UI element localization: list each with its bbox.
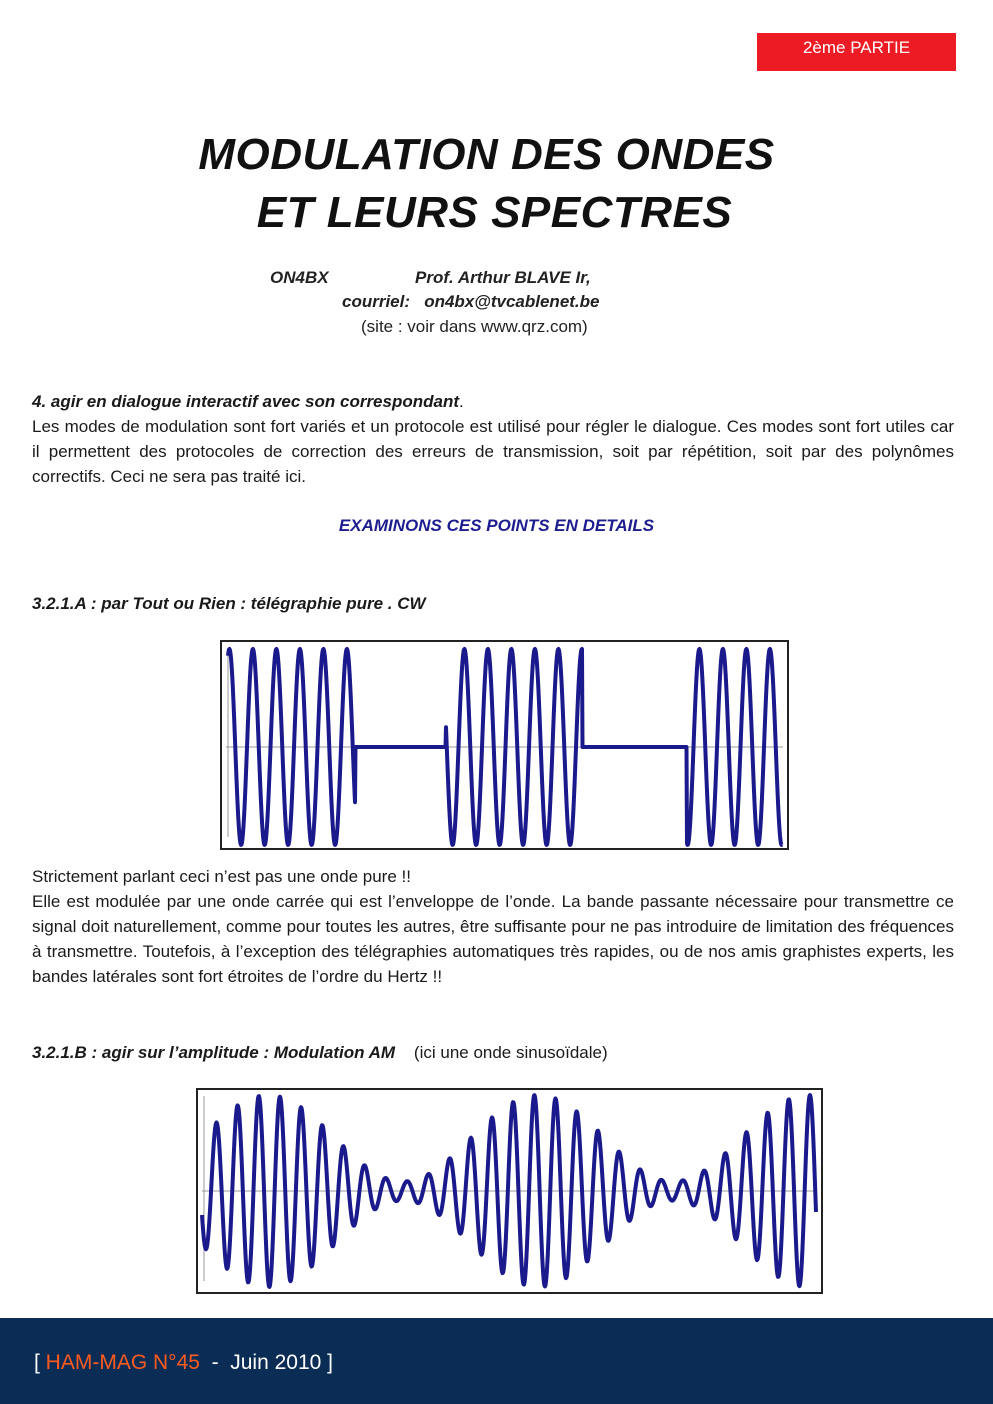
am-waveform-figure <box>196 1088 823 1294</box>
part-badge: 2ème PARTIE <box>757 33 956 71</box>
author-email-line <box>342 292 600 312</box>
section-4-body: Les modes de modulation sont fort variés et un protocole est utilisé pour régler le dialogue. Ces modes sont fort utiles car il permettent des protocoles de correction des erreurs de transmission, soit par répétition, soit par des polynômes correctifs. Ceci ne sera pas traité ici. <box>32 417 954 486</box>
footer-open: [ <box>34 1351 46 1374</box>
footer-text <box>34 1351 333 1375</box>
cw-heading: 3.2.1.A : par Tout ou Rien : télégraphie pure . CW <box>32 594 426 613</box>
am-waveform <box>198 1090 821 1292</box>
section-4-heading-punct: . <box>459 392 464 411</box>
author-name: Prof. Arthur BLAVE Ir, <box>415 268 591 287</box>
page-title-line1: MODULATION DES ONDES <box>198 130 775 179</box>
cw-text <box>32 864 954 989</box>
am-heading-line <box>32 1040 954 1065</box>
email-label: courriel: <box>342 292 411 311</box>
cw-text-line1: Strictement parlant ceci n’est pas une onde pure !! <box>32 867 411 886</box>
examinons-heading: EXAMINONS CES POINTS EN DETAILS <box>338 516 655 535</box>
cw-text-body: Elle est modulée par une onde carrée qui est l’enveloppe de l’onde. La bande passante nécessaire pour transmettre ce signal doit naturellement, comme pour toutes les autres, être suffisante pour ne pas introduire de limitation des fréquences à transmettre. Toutefois, à l’exception des télégraphies automatiques très rapides, ou de nos amis graphistes experts, les bandes latérales sont fort étroites de l’ordre du Hertz !! <box>32 892 954 986</box>
section-4-heading: 4. agir en dialogue interactif avec son correspondant <box>32 392 460 411</box>
footer-bar <box>0 1318 993 1404</box>
am-heading: 3.2.1.B : agir sur l’amplitude : Modulation AM <box>32 1043 396 1062</box>
cw-waveform <box>222 642 787 848</box>
footer-magazine: HAM-MAG N°45 <box>45 1351 200 1374</box>
am-note: (ici une onde sinusoïdale) <box>413 1043 608 1062</box>
author-email[interactable]: on4bx@tvcablenet.be <box>424 292 600 311</box>
section-4 <box>32 389 954 489</box>
footer-date: - Juin 2010 ] <box>199 1351 333 1374</box>
cw-waveform-figure <box>220 640 789 850</box>
author-callsign: ON4BX <box>270 268 329 287</box>
author-site: (site : voir dans www.qrz.com) <box>361 317 588 336</box>
page-title-line2: ET LEURS SPECTRES <box>256 188 733 237</box>
